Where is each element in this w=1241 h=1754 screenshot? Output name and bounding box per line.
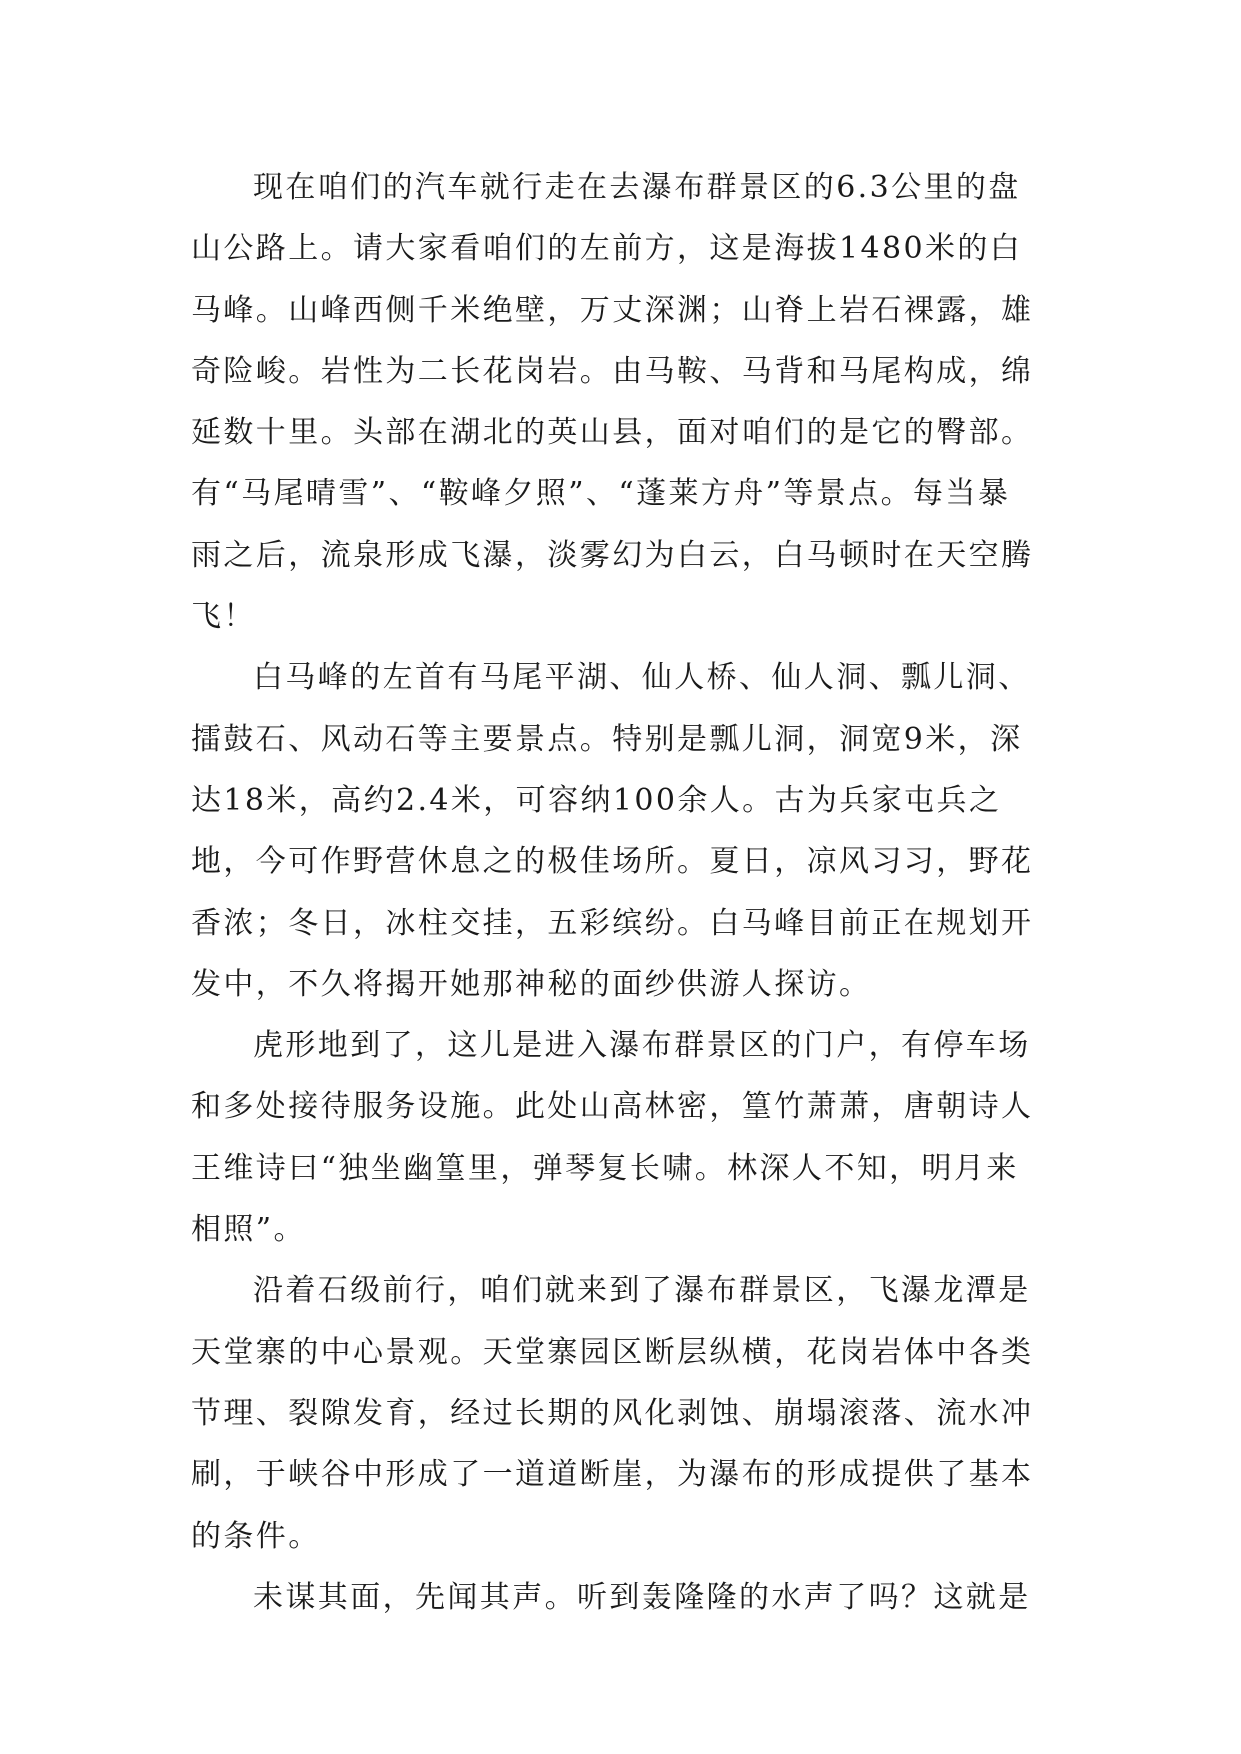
text-line: 和多处接待服务设施。此处山高林密，篁竹萧萧，唐朝诗人 bbox=[191, 1089, 1034, 1125]
text-line: 山公路上。请大家看咱们的左前方，这是海拔1480米的白 bbox=[191, 231, 1023, 267]
paragraph-3 bbox=[191, 1015, 1051, 1260]
document-body bbox=[191, 157, 1051, 1628]
text-line: 未谋其面，先闻其声。听到轰隆隆的水声了吗？这就是 bbox=[253, 1579, 1031, 1615]
text-line: 香浓；冬日，冰柱交挂，五彩缤纷。白马峰目前正在规划开 bbox=[191, 905, 1034, 941]
text-line: 王维诗曰“独坐幽篁里，弹琴复长啸。林深人不知，明月来 bbox=[191, 1150, 1019, 1186]
text-line: 节理、裂隙发育，经过长期的风化剥蚀、崩塌滚落、流水冲 bbox=[191, 1395, 1034, 1431]
text-line: 延数十里。头部在湖北的英山县，面对咱们的是它的臀部。 bbox=[191, 415, 1034, 451]
text-line: 沿着石级前行，咱们就来到了瀑布群景区，飞瀑龙潭是 bbox=[253, 1273, 1031, 1309]
text-line: 马峰。山峰西侧千米绝壁，万丈深渊；山脊上岩石裸露，雄 bbox=[191, 292, 1034, 328]
text-line: 奇险峻。岩性为二长花岗岩。由马鞍、马背和马尾构成，绵 bbox=[191, 353, 1034, 389]
text-line: 白马峰的左首有马尾平湖、仙人桥、仙人洞、瓢儿洞、 bbox=[253, 660, 1031, 696]
text-line: 有“马尾晴雪”、“鞍峰夕照”、“蓬莱方舟”等景点。每当暴 bbox=[191, 476, 1011, 512]
text-line: 地，今可作野营休息之的极佳场所。夏日，凉风习习，野花 bbox=[191, 844, 1034, 880]
text-line: 的条件。 bbox=[191, 1518, 321, 1554]
text-line: 发中，不久将揭开她那神秘的面纱供游人探访。 bbox=[191, 966, 872, 1002]
text-line: 雨之后，流泉形成飞瀑，淡雾幻为白云，白马顿时在天空腾 bbox=[191, 537, 1034, 573]
paragraph-5 bbox=[191, 1567, 1051, 1628]
text-line: 刷，于峡谷中形成了一道道断崖，为瀑布的形成提供了基本 bbox=[191, 1457, 1034, 1493]
text-line: 相照”。 bbox=[191, 1212, 306, 1248]
text-line: 虎形地到了，这儿是进入瀑布群景区的门户，有停车场 bbox=[253, 1028, 1031, 1064]
text-line: 天堂寨的中心景观。天堂寨园区断层纵横，花岗岩体中各类 bbox=[191, 1334, 1034, 1370]
text-line: 现在咱们的汽车就行走在去瀑布群景区的6.3公里的盘 bbox=[253, 170, 1021, 205]
paragraph-1 bbox=[191, 157, 1051, 647]
text-line: 擂鼓石、风动石等主要景点。特别是瓢儿洞，洞宽9米，深 bbox=[191, 721, 1023, 757]
text-line: 飞！ bbox=[191, 599, 256, 635]
text-line: 达18米，高约2.4米，可容纳100余人。古为兵家屯兵之 bbox=[191, 782, 1002, 818]
paragraph-2 bbox=[191, 647, 1051, 1015]
paragraph-4 bbox=[191, 1260, 1051, 1566]
